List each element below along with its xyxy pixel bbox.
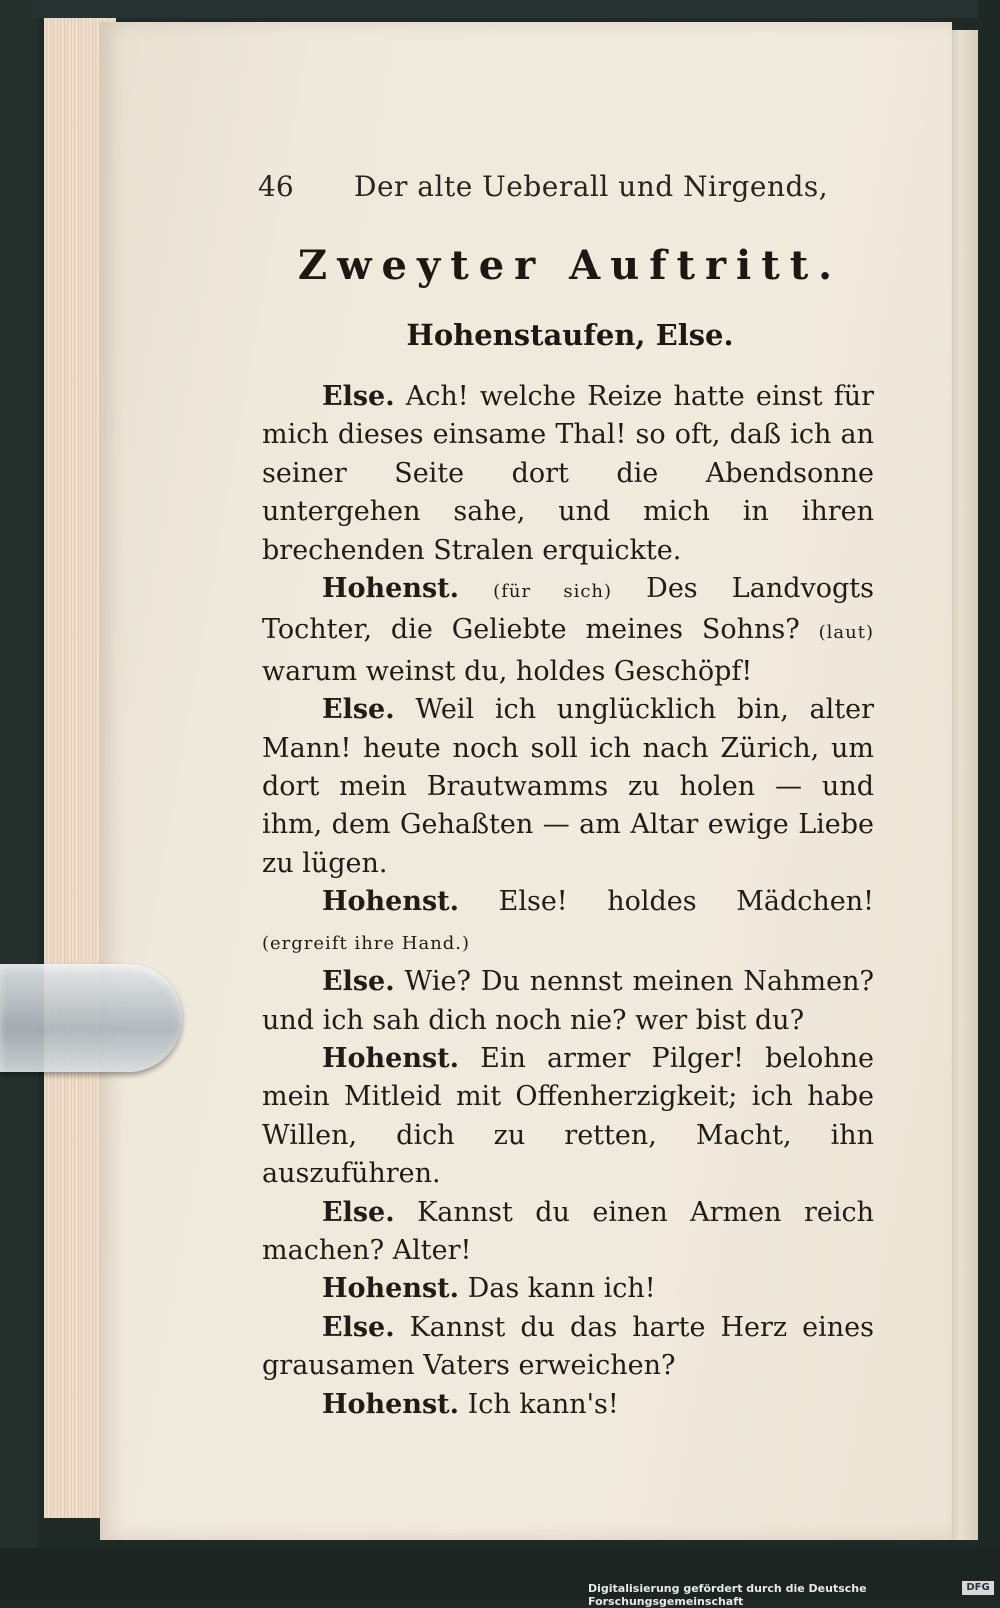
stage-direction: (für sich): [493, 581, 613, 603]
speech-text: Ach! welche Reize hatte einst für mich dieses einsame Thal! so oft, daß ich an seiner Seite dort die Abendsonne untergehen sahe, und mich in ihren brechenden Stralen erquickte.: [262, 381, 874, 566]
speech-7: [262, 1194, 874, 1271]
speech-text: Kannst du das harte Herz eines grausamen Vaters erweichen?: [262, 1311, 874, 1382]
speech-10: [262, 1386, 874, 1424]
scene-characters: Hohenstaufen, Else.: [406, 318, 734, 352]
speech-6: [262, 1040, 874, 1194]
speaker: Else.: [322, 1196, 395, 1228]
speech-text: Ich kann's!: [467, 1388, 619, 1420]
page-header: [258, 170, 898, 210]
speaker: Hohenst.: [322, 1388, 460, 1420]
speech-text: Das kann ich!: [467, 1273, 656, 1305]
speaker: Else.: [322, 966, 395, 998]
speaker: Hohenst.: [322, 573, 460, 605]
speech-text: Kannst du einen Armen reich machen? Alter!: [262, 1196, 874, 1266]
speech-5: [262, 963, 874, 1040]
speech-4: [262, 883, 874, 963]
page-number: 46: [258, 170, 294, 203]
stage-direction: (laut): [818, 622, 874, 644]
speech-text: Weil ich unglücklich bin, alter Mann! heute noch soll ich nach Zürich, um dort mein Brautwamms zu holen — und ihm, dem Gehaßten — am Altar ewige Liebe zu lügen.: [262, 694, 874, 879]
speech-text: Des Landvogts Tochter, die Geliebte meines Sohns?: [262, 573, 874, 646]
speech-text: warum weinst du, holdes Geschöpf!: [262, 655, 753, 687]
speech-text: Else! holdes Mädchen!: [498, 886, 874, 918]
speech-8: [262, 1270, 874, 1308]
dfg-logo: DFG: [962, 1581, 994, 1595]
speech-2: [262, 570, 874, 691]
digitization-credit: Digitalisierung gefördert durch die Deutsche Forschungsgemeinschaft: [588, 1582, 867, 1608]
speech-text: Ein armer Pilger! belohne mein Mitleid mit Offenherzigkeit; ich habe Willen, dich zu retten, Macht, ihn auszuführen.: [262, 1042, 874, 1190]
speech-3: [262, 691, 874, 883]
dialogue-block: [262, 378, 874, 1424]
speech-text: Wie? Du nennst meinen Nahmen? und ich sah dich noch nie? wer bist du?: [262, 966, 874, 1036]
glass-page-weight: [0, 964, 182, 1072]
speech-1: [262, 378, 874, 570]
facing-page-edge: [948, 30, 978, 1540]
scan-border-right: [978, 0, 1000, 1600]
speaker: Else.: [322, 1311, 395, 1343]
stage-direction: (ergreift ihre Hand.): [262, 932, 471, 954]
speaker: Else.: [322, 381, 395, 412]
scan-border-top: [0, 0, 1000, 18]
speaker: Hohenst.: [322, 886, 460, 918]
scan-border-left: [0, 0, 38, 1600]
running-head: Der alte Ueberall und Nirgends,: [354, 170, 829, 203]
speech-9: [262, 1309, 874, 1386]
speaker: Else.: [322, 694, 395, 726]
speaker: Hohenst.: [322, 1042, 460, 1074]
scene-title: Zweyter Auftritt.: [297, 242, 843, 289]
speaker: Hohenst.: [322, 1273, 460, 1305]
